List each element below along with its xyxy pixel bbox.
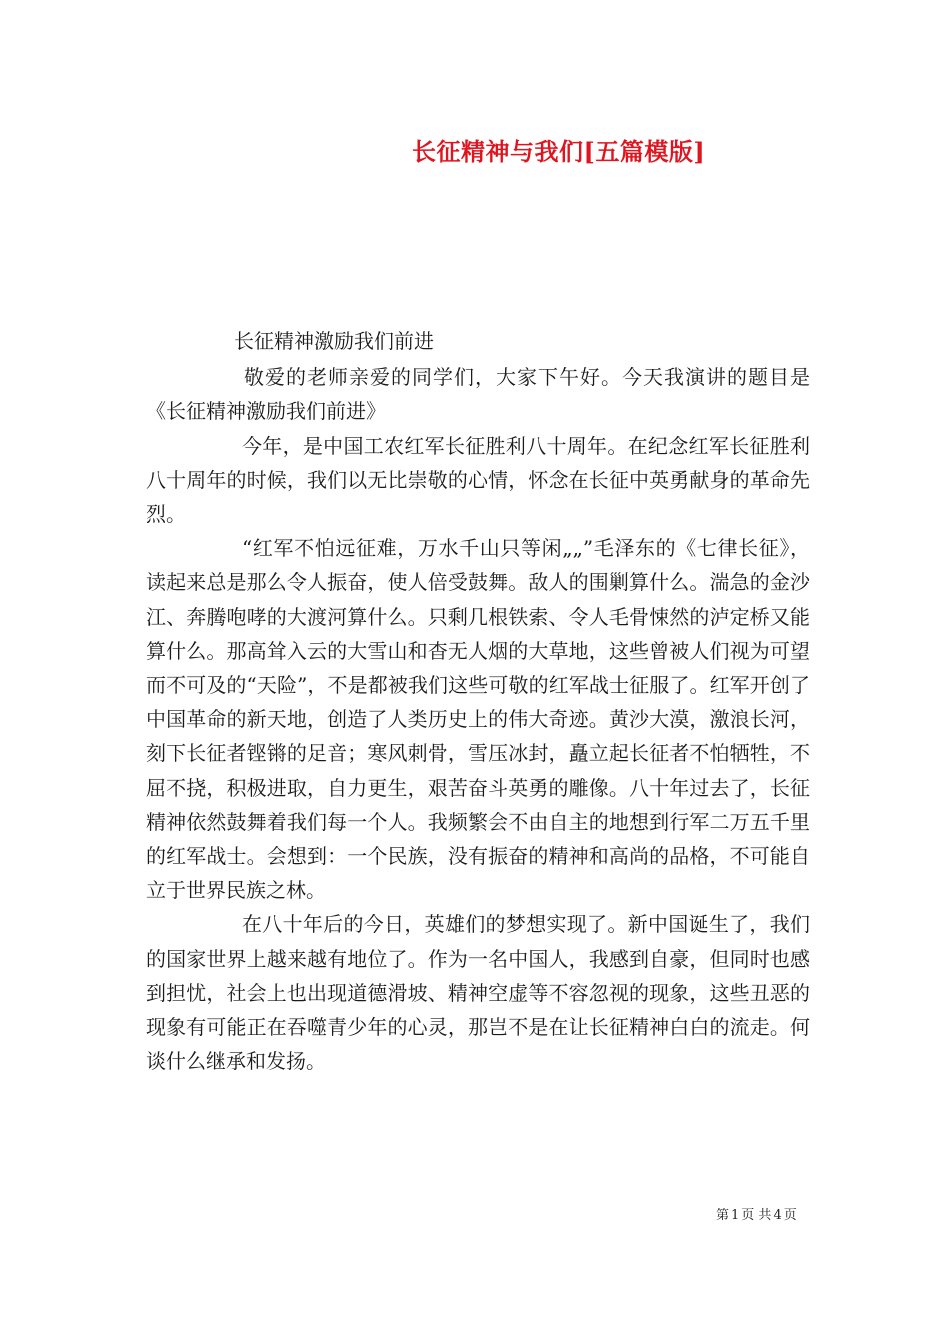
paragraph-long-march-poem: “红军不怕远征难，万水千山只等闲„„”毛泽东的《七律长征》，读起来总是那么令人振奋，使人倍受鼓舞。敌人的围剿算什么。湍急的金沙江、奔腾咆哮的大渡河算什么。只剩几根铁索、令人毛骨悚然的泸定桥又能算什么。那高耸入云的大雪山和杳无人烟的大草地，这些曾被人们视为可望而不可及的“天险”，不是都被我们这些可敬的红军战士征服了。红军开创了中国革命的新天地，创造了人类历史上的伟大奇迹。黄沙大漠，激浪长河，刻下长征者铿锵的足音；寒风刺骨，雪压冰封，矗立起长征者不怕牺牲，不屈不挠，积极进取，自力更生，艰苦奋斗英勇的雕像。八十年过去了，长征精神依然鼓舞着我们每一个人。我频繁会不由自主的地想到行军二万五千里的红军战士。会想到：一个民族，没有振奋的精神和高尚的品格，不可能自立于世界民族之林。 xyxy=(146,536,810,903)
speech-title: 长征精神激励我们前进 xyxy=(234,329,434,353)
footer-total-pages: 4 xyxy=(773,1208,782,1223)
paragraph-greeting: 敬爱的老师亲爱的同学们，大家下午好。今天我演讲的题目是《长征精神激励我们前进》 xyxy=(146,365,810,424)
footer-suffix: 页 xyxy=(783,1208,797,1223)
footer-prefix: 第 xyxy=(716,1208,730,1223)
document-title: 长征精神与我们[五篇模版] xyxy=(412,137,706,166)
page-footer xyxy=(715,1204,798,1223)
footer-page-number: 1 xyxy=(731,1208,740,1223)
paragraph-anniversary: 今年，是中国工农红军长征胜利八十周年。在纪念红军长征胜利八十周年的时候，我们以无比崇敬的心情，怀念在长征中英勇献身的革命先烈。 xyxy=(146,433,810,527)
paragraph-today: 在八十年后的今日，英雄们的梦想实现了。新中国诞生了，我们的国家世界上越来越有地位了。作为一名中国人，我感到自豪，但同时也感到担忧，社会上也出现道德滑坡、精神空虚等不容忽视的现象，这些丑恶的现象有可能正在吞噬青少年的心灵，那岂不是在让长征精神白白的流走。何谈什么继承和发扬。 xyxy=(146,912,810,1074)
footer-middle: 页 共 xyxy=(741,1208,772,1223)
document-body xyxy=(146,324,810,1078)
